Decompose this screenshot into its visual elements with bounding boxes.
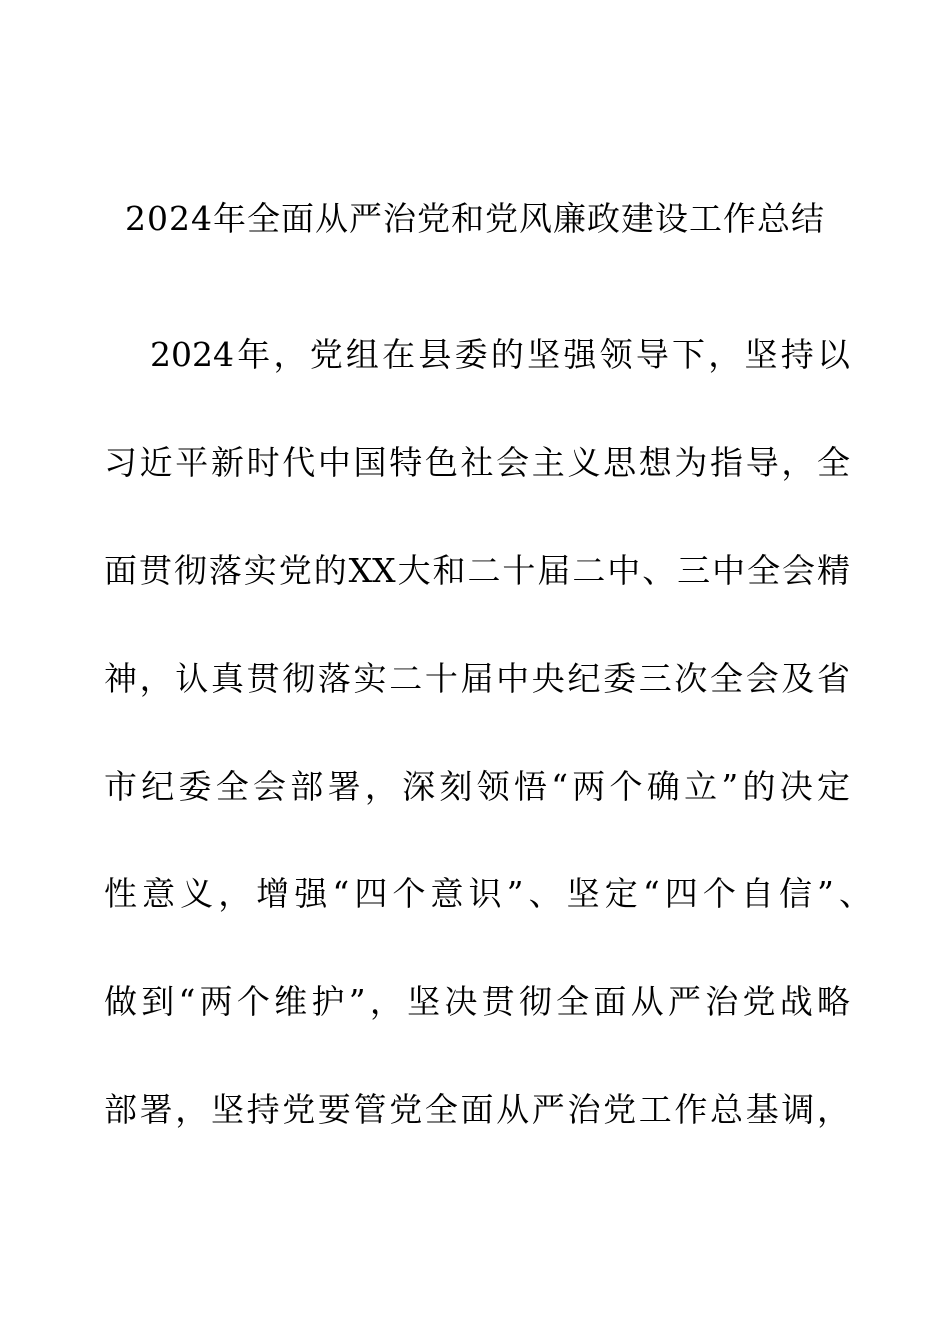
paragraph-line-1: 2024年，党组在县委的坚强领导下，坚持以 xyxy=(150,335,850,374)
paragraph-line-7: 做到“两个维护”，坚决贯彻全面从严治党战略 xyxy=(104,982,850,1021)
paragraph-line-3: 面贯彻落实党的XX大和二十届二中、三中全会精 xyxy=(104,551,850,590)
paragraph-line-2: 习近平新时代中国特色社会主义思想为指导，全 xyxy=(104,443,850,482)
paragraph-line-6: 性意义，增强“四个意识”、坚定“四个自信”、 xyxy=(104,874,872,913)
paragraph-line-5: 市纪委全会部署，深刻领悟“两个确立”的决定 xyxy=(104,767,850,806)
document-title: 2024年全面从严治党和党风廉政建设工作总结 xyxy=(125,199,825,238)
paragraph-line-8: 部署，坚持党要管党全面从严治党工作总基调， xyxy=(104,1090,850,1129)
paragraph-line-4: 神，认真贯彻落实二十届中央纪委三次全会及省 xyxy=(104,659,850,698)
